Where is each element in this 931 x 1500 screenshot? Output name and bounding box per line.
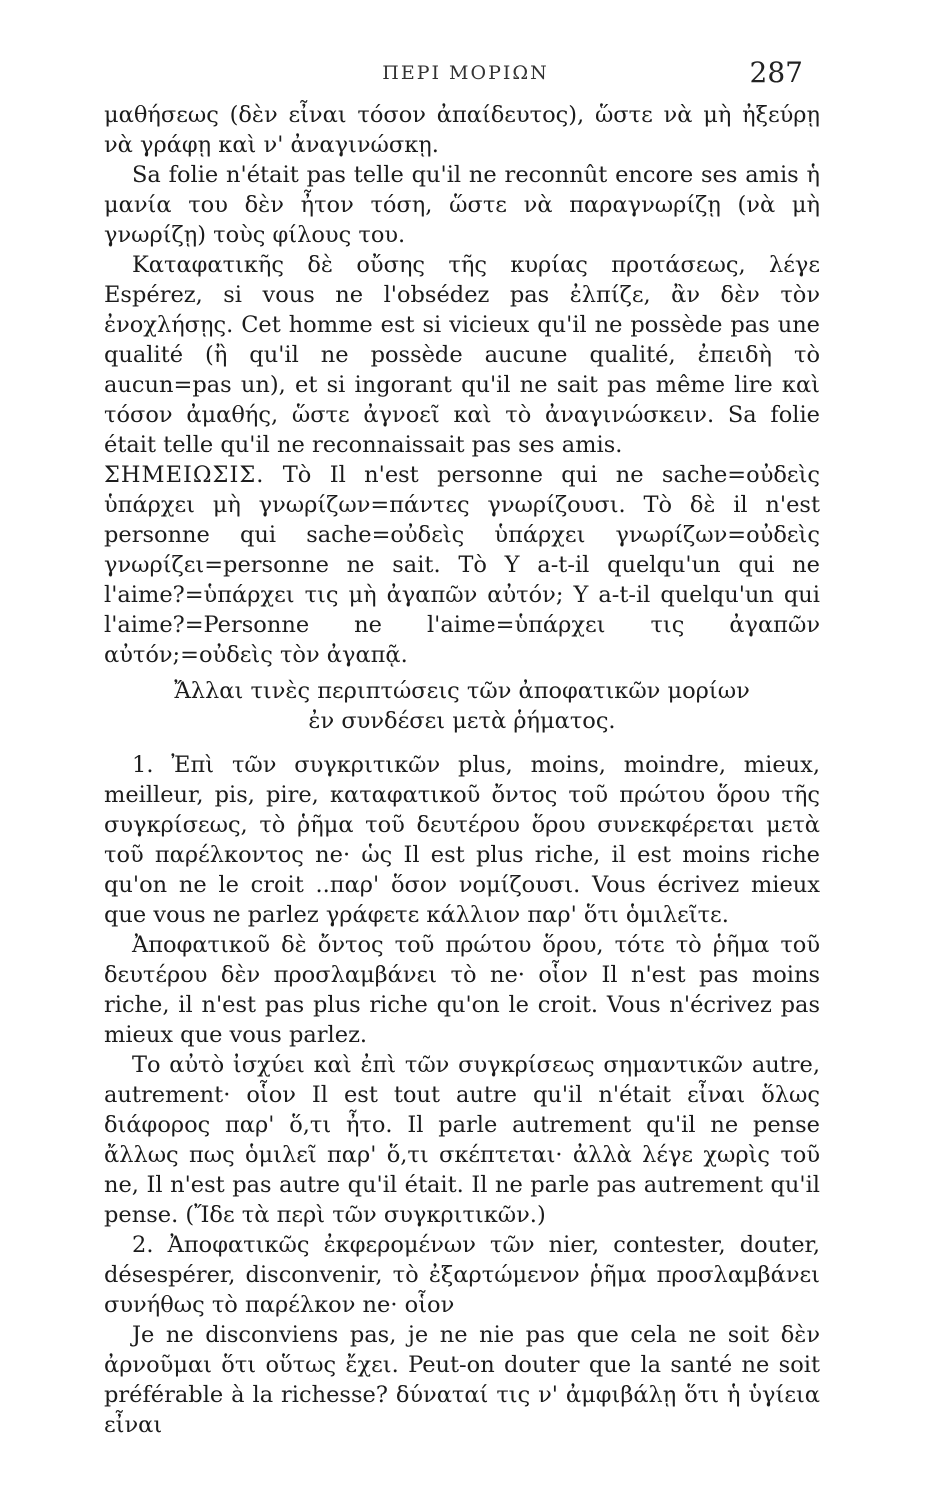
paragraph: Je ne disconviens pas, je ne nie pas que cela ne soit δὲν ἀρνοῦμαι ὅτι οὕτως ἔχει. Peut-on douter que la santé ne soit préférable à la richesse? δύναταί τις ν' ἀμφιβάλῃ ὅτι ἡ ὑγίεια εἶναι bbox=[104, 1322, 820, 1438]
note-label: ΣΗΜΕΙΩΣΙΣ. bbox=[104, 462, 265, 488]
paragraph: 1. Ἐπὶ τῶν συγκριτικῶν plus, moins, moindre, mieux, meilleur, pis, pire, καταφατικοῦ ὄντος τοῦ πρώτου ὅρου τῆς συγκρίσεως, τὸ ῥῆμα τοῦ δευτέρου ὅρου συνεκφέρεται μετὰ τοῦ παρέλκοντος ne· ὡς Il est plus riche, il est moins riche qu'on ne le croit ..παρ' ὅσον νομίζουσι. Vous écrivez mieux que vous ne parlez γράφετε κάλλιον παρ' ὅτι ὁμιλεῖτε. bbox=[104, 752, 820, 928]
paragraph: Sa folie n'était pas telle qu'il ne reconnût encore ses amis ἡ μανία του δὲν ἦτον τόση, ὥστε νὰ παραγνωρίζῃ (νὰ μὴ γνωρίζῃ) τοὺς φίλους του. bbox=[104, 162, 820, 248]
section-heading-line: Ἄλλαι τινὲς περιπτώσεις τῶν ἀποφατικῶν μορίων bbox=[174, 678, 750, 704]
paragraph: Ἀποφατικοῦ δὲ ὄντος τοῦ πρώτου ὅρου, τότε τὸ ῥῆμα τοῦ δευτέρου δὲν προσλαμβάνει τὸ ne· οἷον Il n'est pas moins riche, il n'est pas plus riche qu'on le croit. Vous n'écrivez pas mieux que vous parlez. bbox=[104, 932, 820, 1048]
note-paragraph bbox=[104, 460, 820, 670]
running-title: ΠΕΡΙ ΜΟΡΙΩΝ bbox=[382, 62, 549, 84]
paragraph: Το αὐτὸ ἰσχύει καὶ ἐπὶ τῶν συγκρίσεως σημαντικῶν autre, autrement· οἷον Il est tout autre qu'il n'était εἶναι ὅλως διάφορος παρ' ὅ,τι ἦτο. Il parle autrement qu'il ne pense ἄλλως πως ὁμιλεῖ παρ' ὅ,τι σκέπτεται· ἀλλὰ λέγε χωρὶς τοῦ ne, Il n'est pas autre qu'il était. Il ne parle pas autrement qu'il pense. (Ἴδε τὰ περὶ τῶν συγκριτικῶν.) bbox=[104, 1052, 820, 1228]
section-heading-line: ἐν συνδέσει μετὰ ῥήματος. bbox=[308, 708, 616, 734]
section-heading bbox=[104, 676, 820, 736]
paragraph: 2. Ἀποφατικῶς ἐκφερομένων τῶν nier, contester, douter, désespérer, disconvenir, τὸ ἐξαρτώμενον ῥῆμα προσλαμβάνει συνήθως τὸ παρέλκον ne· οἷον bbox=[104, 1232, 820, 1318]
paragraph-continued: μαθήσεως (δὲν εἶναι τόσον ἀπαίδευτος), ὥστε νὰ μὴ ἠξεύρῃ νὰ γράφῃ καὶ ν' ἀναγινώσκῃ. bbox=[104, 102, 820, 158]
page-number: 287 bbox=[749, 56, 803, 89]
note-text: Τὸ Il n'est personne qui ne sache=οὐδεὶς ὑπάρχει μὴ γνωρίζων=πάντες γνωρίζουσι. Τὸ δὲ il n'est personne qui sache=οὐδεὶς ὑπάρχει γνωρίζων=οὐδεὶς γνωρίζει=personne ne sait. Τὸ Y a-t-il quelqu'un qui ne l'aime?=ὑπάρχει τις μὴ ἀγαπῶν αὐτόν; Y a-t-il quelqu'un qui l'aime?=Personne ne l'aime=ὑπάρχει τις ἀγαπῶν αὐτόν;=οὐδεὶς τὸν ἀγαπᾷ. bbox=[104, 462, 821, 668]
paragraph: Καταφατικῆς δὲ οὔσης τῆς κυρίας προτάσεως, λέγε Espérez, si vous ne l'obsédez pas ἐλπίζε, ἂν δὲν τὸν ἐνοχλήσῃς. Cet homme est si vicieux qu'il ne possède pas une qualité (ἢ qu'il ne possède aucune qualité, ἐπειδὴ τὸ aucun=pas un), et si ingorant qu'il ne sait pas même lire καὶ τόσον ἀμαθής, ὥστε ἀγνοεῖ καὶ τὸ ἀναγινώσκειν. Sa folie était telle qu'il ne reconnaissait pas ses amis. bbox=[104, 252, 820, 458]
body-text bbox=[104, 100, 820, 1440]
